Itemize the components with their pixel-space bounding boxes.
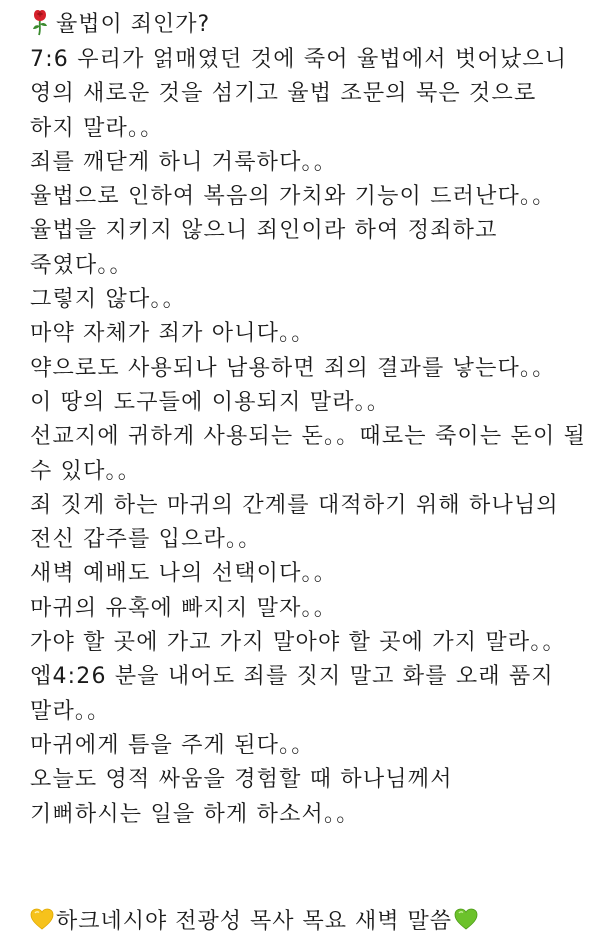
text-line: 죄를 깨닫게 하니 거룩하다。。 [30,149,337,175]
text-line: 이 땅의 도구들에 이용되지 말라。。 [30,389,391,415]
footer-text: 하크네시야 전광성 목사 목요 새벽 말씀 [56,908,452,934]
text-line: 마귀의 유혹에 빠지지 말자。。 [30,595,337,621]
text-line: 기뻐하시는 일을 하게 하소서。。 [30,801,360,827]
body-text [30,43,590,832]
title-row [30,7,210,37]
text-line: 선교지에 귀하게 사용되는 돈。。때로는 죽이는 돈이 될 [30,424,587,450]
text-line: 7:6 우리가 얽매였던 것에 죽어 율법에서 벗어났으니 [30,47,568,72]
text-line: 마귀에게 틈을 주게 된다。。 [30,732,315,758]
text-line: 마약 자체가 죄가 아니다。。 [30,321,315,347]
text-line: 영의 새로운 것을 섬기고 율법 조문의 묵은 것으로 [30,81,537,107]
footer-signature [30,902,478,936]
text-line: 전신 갑주를 입으라。。 [30,527,262,553]
yellow-heart-icon [30,908,54,930]
text-line: 약으로도 사용되나 남용하면 죄의 결과를 낳는다。。 [30,355,556,381]
text-line: 하지 말라。。 [30,115,164,141]
text-line: 죽였다。。 [30,252,133,278]
text-line: 엡4:26 분을 내어도 죄를 짓지 말고 화를 오래 품지 [30,664,554,690]
text-line: 가야 할 곳에 가고 가지 말아야 할 곳에 가지 말라。。 [30,630,566,656]
text-line: 그렇지 않다。。 [30,287,186,313]
text-line: 율법을 지키지 않으니 죄인이라 하여 정죄하고 [30,218,498,244]
text-line: 수 있다。。 [30,458,141,484]
green-heart-icon [454,908,478,930]
text-line: 오늘도 영적 싸움을 경험할 때 하나님께서 [30,767,453,793]
rose-icon [30,8,50,36]
text-line: 새벽 예배도 나의 선택이다。。 [30,561,337,587]
text-line: 말라。。 [30,698,111,724]
text-line: 율법으로 인하여 복음의 가치와 기능이 드러난다。。 [30,184,556,210]
page-title: 율법이 죄인가? [56,11,211,37]
text-line: 죄 짓게 하는 마귀의 간계를 대적하기 위해 하나님의 [30,492,559,518]
